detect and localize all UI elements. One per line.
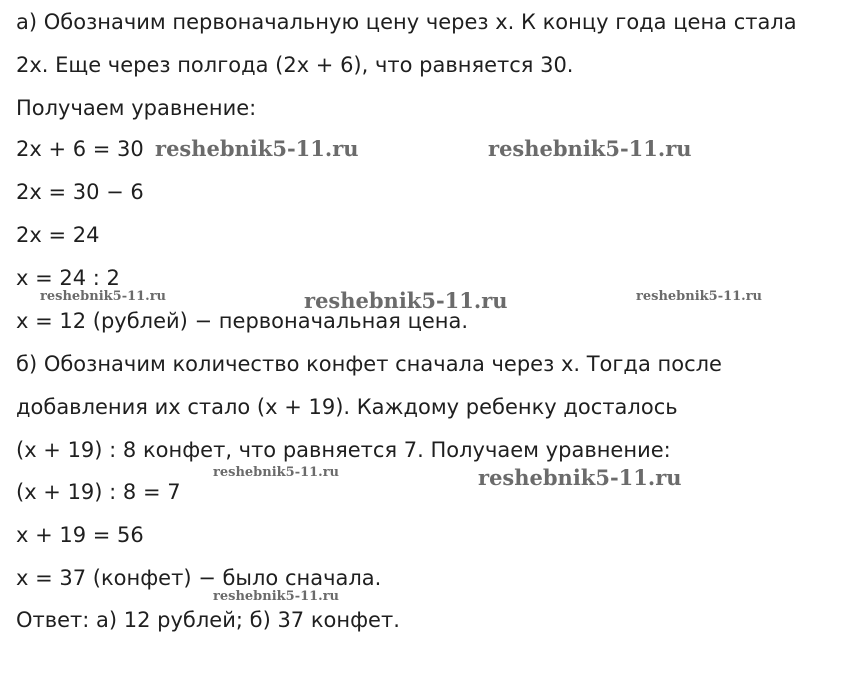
text-line-6: 2x = 24: [16, 223, 100, 247]
text-line-15: Ответ: а) 12 рублей; б) 37 конфет.: [16, 608, 400, 632]
text-line-8: x = 12 (рублей) − первоначальная цена.: [16, 309, 469, 333]
watermark-text: reshebnik5-11.ru: [304, 288, 508, 313]
text-line-4: 2x + 6 = 30: [16, 137, 144, 161]
watermark-text: reshebnik5-11.ru: [213, 589, 340, 604]
watermark-text: reshebnik5-11.ru: [213, 465, 340, 480]
text-line-12: (x + 19) : 8 = 7: [16, 480, 181, 504]
text-line-14: x = 37 (конфет) − было сначала.: [16, 566, 382, 590]
text-line-11: (x + 19) : 8 конфет, что равняется 7. Получаем уравнение:: [16, 438, 671, 462]
text-line-10: добавления их стало (x + 19). Каждому ребенку досталось: [16, 395, 678, 419]
text-line-9: б) Обозначим количество конфет сначала через x. Тогда после: [16, 352, 722, 376]
text-line-1: а) Обозначим первоначальную цену через x. К концу года цена стала: [16, 10, 797, 34]
text-line-2: 2x. Еще через полгода (2x + 6), что равняется 30.: [16, 53, 574, 77]
watermark-text: reshebnik5-11.ru: [636, 289, 763, 304]
text-line-5: 2x = 30 − 6: [16, 180, 144, 204]
watermark-text: reshebnik5-11.ru: [40, 289, 167, 304]
text-line-13: x + 19 = 56: [16, 523, 144, 547]
watermark-text: reshebnik5-11.ru: [488, 136, 692, 161]
watermark-text: reshebnik5-11.ru: [155, 136, 359, 161]
text-line-7: x = 24 : 2: [16, 266, 120, 290]
text-line-3: Получаем уравнение:: [16, 96, 257, 120]
watermark-text: reshebnik5-11.ru: [478, 465, 682, 490]
